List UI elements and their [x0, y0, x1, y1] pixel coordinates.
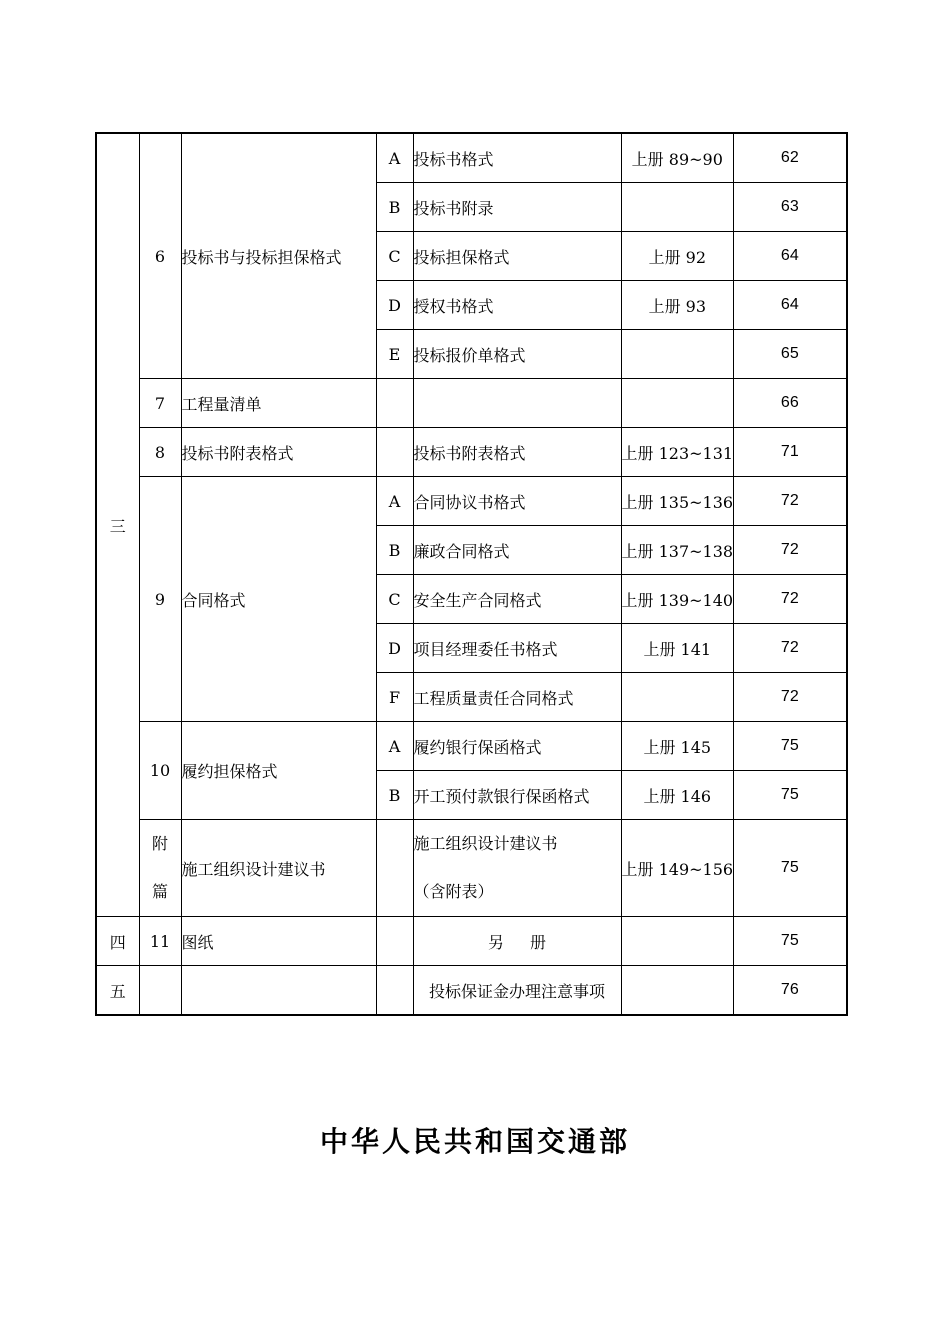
sub-letter: C — [376, 575, 413, 624]
separate-volume-b: 册 — [530, 932, 547, 952]
volume-ref — [621, 917, 734, 966]
sub-item: 履约银行保函格式 — [413, 722, 621, 771]
item-title: 投标书附表格式 — [181, 428, 376, 477]
sub-letter: D — [376, 624, 413, 673]
sub-item-line-1: 施工组织设计建议书 — [413, 834, 558, 853]
sub-item: 投标书格式 — [413, 133, 621, 183]
page-number: 72 — [734, 477, 847, 526]
page-number: 72 — [734, 575, 847, 624]
page-number: 76 — [734, 966, 847, 1016]
volume-ref — [621, 330, 734, 379]
page-number: 64 — [734, 232, 847, 281]
item-number: 7 — [139, 379, 181, 428]
sub-item-line-2: （含附表） — [413, 882, 494, 901]
section-label: 四 — [96, 917, 139, 966]
page-number: 72 — [734, 624, 847, 673]
sub-letter — [376, 379, 413, 428]
sub-letter: B — [376, 771, 413, 820]
volume-ref — [621, 379, 734, 428]
sub-item — [413, 379, 621, 428]
sub-item: 投标书附录 — [413, 183, 621, 232]
sub-item: 项目经理委任书格式 — [413, 624, 621, 673]
section-label: 五 — [96, 966, 139, 1016]
item-number: 8 — [139, 428, 181, 477]
sub-letter: E — [376, 330, 413, 379]
page-number: 75 — [734, 722, 847, 771]
sub-item: 合同协议书格式 — [413, 477, 621, 526]
sub-item: 投标报价单格式 — [413, 330, 621, 379]
volume-ref: 上册 149~156 — [621, 820, 734, 917]
sub-letter — [376, 820, 413, 917]
item-number: 9 — [139, 477, 181, 722]
table-row — [96, 133, 847, 183]
page-number: 75 — [734, 771, 847, 820]
volume-ref: 上册 89~90 — [621, 133, 734, 183]
sub-item: 投标保证金办理注意事项 — [413, 966, 621, 1016]
sub-item: 授权书格式 — [413, 281, 621, 330]
item-number: 6 — [139, 133, 181, 379]
page-number: 63 — [734, 183, 847, 232]
volume-ref: 上册 123~131 — [621, 428, 734, 477]
item-title: 工程量清单 — [181, 379, 376, 428]
item-title: 履约担保格式 — [181, 722, 376, 820]
sub-letter — [376, 428, 413, 477]
table-row — [96, 966, 847, 1016]
ministry-name: 中华人民共和国交通部 — [319, 1125, 630, 1158]
item-number — [139, 966, 181, 1016]
page-number: 65 — [734, 330, 847, 379]
page-number: 62 — [734, 133, 847, 183]
page-number: 75 — [734, 917, 847, 966]
volume-ref: 上册 92 — [621, 232, 734, 281]
sub-letter — [376, 917, 413, 966]
item-title: 图纸 — [181, 917, 376, 966]
sub-item: 工程质量责任合同格式 — [413, 673, 621, 722]
sub-item — [413, 917, 621, 966]
page-number: 75 — [734, 820, 847, 917]
appendix-char-2: 篇 — [151, 882, 168, 901]
table-row — [96, 379, 847, 428]
page-number: 64 — [734, 281, 847, 330]
sub-letter: F — [376, 673, 413, 722]
contents-table — [95, 132, 848, 1016]
page-number: 72 — [734, 673, 847, 722]
page-number: 66 — [734, 379, 847, 428]
page-number: 72 — [734, 526, 847, 575]
volume-ref: 上册 135~136 — [621, 477, 734, 526]
sub-letter: D — [376, 281, 413, 330]
table-row — [96, 722, 847, 771]
item-number: 11 — [139, 917, 181, 966]
volume-ref: 上册 146 — [621, 771, 734, 820]
volume-ref: 上册 141 — [621, 624, 734, 673]
item-title: 投标书与投标担保格式 — [181, 133, 376, 379]
sub-item: 安全生产合同格式 — [413, 575, 621, 624]
sub-letter: B — [376, 526, 413, 575]
item-title — [181, 966, 376, 1016]
separate-volume-a: 另 — [487, 932, 504, 952]
page-number: 71 — [734, 428, 847, 477]
table-row — [96, 917, 847, 966]
item-title: 合同格式 — [181, 477, 376, 722]
item-title: 施工组织设计建议书 — [181, 820, 376, 917]
sub-letter: A — [376, 477, 413, 526]
sub-letter — [376, 966, 413, 1016]
sub-letter: B — [376, 183, 413, 232]
volume-ref — [621, 183, 734, 232]
sub-letter: A — [376, 133, 413, 183]
section-label: 三 — [96, 133, 139, 917]
item-number: 10 — [139, 722, 181, 820]
sub-item: 廉政合同格式 — [413, 526, 621, 575]
volume-ref — [621, 673, 734, 722]
item-number — [139, 820, 181, 917]
sub-item: 开工预付款银行保函格式 — [413, 771, 621, 820]
volume-ref — [621, 966, 734, 1016]
volume-ref: 上册 137~138 — [621, 526, 734, 575]
volume-ref: 上册 93 — [621, 281, 734, 330]
sub-letter: A — [376, 722, 413, 771]
table-row — [96, 820, 847, 917]
appendix-char-1: 附 — [151, 834, 168, 853]
sub-item — [413, 820, 621, 917]
sub-item: 投标书附表格式 — [413, 428, 621, 477]
volume-ref: 上册 139~140 — [621, 575, 734, 624]
table-row — [96, 428, 847, 477]
volume-ref: 上册 145 — [621, 722, 734, 771]
table-row — [96, 477, 847, 526]
sub-letter: C — [376, 232, 413, 281]
sub-item: 投标担保格式 — [413, 232, 621, 281]
